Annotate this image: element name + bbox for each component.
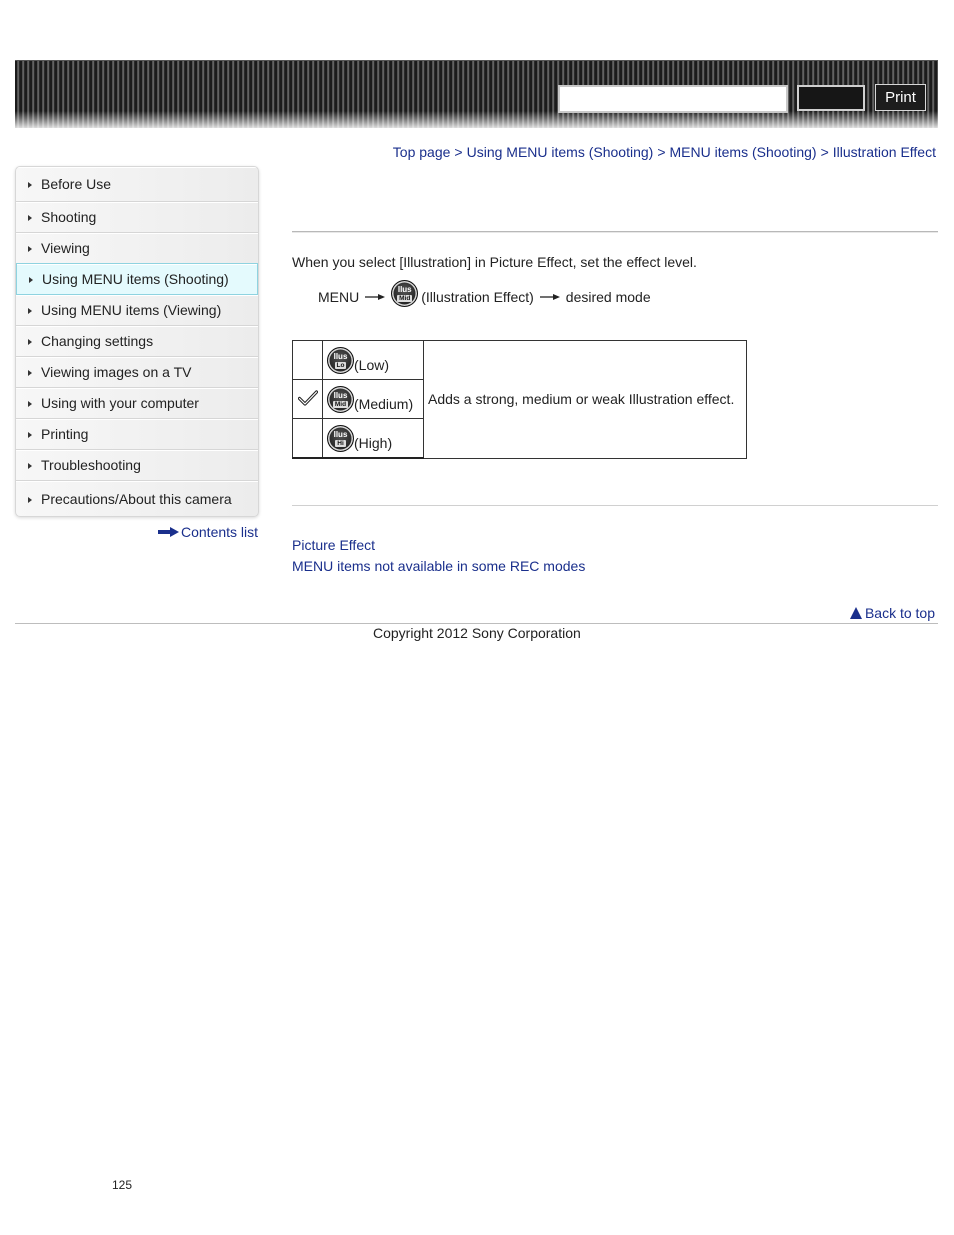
print-button[interactable]: Print — [875, 84, 926, 111]
related-links — [292, 535, 585, 577]
breadcrumb-separator: > — [820, 144, 829, 160]
check-cell — [293, 341, 323, 380]
sidebar-item-using-with-computer[interactable] — [16, 388, 258, 419]
mode-cell — [323, 380, 424, 419]
illus-mid-icon: Ilus Mid — [327, 386, 354, 413]
back-to-top-link[interactable] — [850, 605, 935, 621]
search-input[interactable] — [558, 85, 788, 113]
mode-cell — [323, 341, 424, 380]
illus-high-icon: Ilus Hi — [327, 425, 354, 452]
mode-label: (High) — [354, 435, 393, 451]
sidebar-item-label: Changing settings — [41, 333, 154, 349]
triangle-right-icon — [28, 401, 32, 407]
triangle-right-icon — [28, 463, 32, 469]
copyright-text: Copyright 2012 Sony Corporation — [373, 625, 581, 641]
arrow-right-icon — [158, 527, 179, 537]
sidebar-item-label: Printing — [41, 426, 89, 442]
sidebar-item-precautions[interactable] — [16, 481, 258, 516]
sidebar-item-viewing[interactable] — [16, 233, 258, 264]
sidebar-item-using-menu-viewing[interactable] — [16, 295, 258, 326]
mode-label: (Low) — [354, 357, 390, 373]
sidebar-nav — [15, 166, 259, 517]
menu-path-menu: MENU — [318, 289, 360, 305]
sidebar-item-label: Viewing images on a TV — [41, 364, 192, 380]
triangle-right-icon — [29, 277, 33, 283]
sidebar-item-label: Shooting — [41, 209, 97, 225]
menu-path-end: desired mode — [565, 289, 651, 305]
arrow-right-icon — [540, 293, 560, 301]
back-to-top-label: Back to top — [864, 605, 935, 621]
illus-low-icon: Ilus Lo — [327, 347, 354, 374]
checkmark-icon — [298, 390, 318, 406]
sidebar-item-label: Viewing — [41, 240, 90, 256]
sidebar-item-label: Using MENU items (Viewing) — [41, 302, 222, 318]
triangle-right-icon — [28, 339, 32, 345]
triangle-up-icon — [850, 607, 862, 619]
check-cell — [293, 419, 323, 459]
divider — [292, 231, 938, 232]
triangle-right-icon — [28, 308, 32, 314]
triangle-right-icon — [28, 370, 32, 376]
sidebar-item-label: Before Use — [41, 176, 112, 192]
breadcrumb-menu-items-shooting[interactable]: MENU items (Shooting) — [669, 144, 817, 160]
triangle-right-icon — [28, 246, 32, 252]
search-button[interactable] — [797, 85, 865, 111]
page-number: 125 — [112, 1178, 133, 1192]
breadcrumb-separator: > — [657, 144, 666, 160]
breadcrumb — [393, 144, 936, 160]
sidebar-item-label: Using MENU items (Shooting) — [42, 271, 229, 287]
illus-mid-icon: Ilus Mid — [391, 280, 418, 307]
triangle-right-icon — [28, 432, 32, 438]
related-link-picture-effect[interactable]: Picture Effect — [292, 537, 376, 553]
sidebar-item-printing[interactable] — [16, 419, 258, 450]
intro-text: When you select [Illustration] in Picture Effect, set the effect level. — [292, 254, 697, 270]
related-link-menu-not-available[interactable]: MENU items not available in some REC modes — [292, 558, 586, 574]
breadcrumb-top-page[interactable]: Top page — [392, 144, 451, 160]
sidebar-item-label: Using with your computer — [41, 395, 199, 411]
table-row — [293, 341, 747, 380]
sidebar-item-label: Precautions/About this camera — [41, 490, 232, 507]
sidebar-item-changing-settings[interactable] — [16, 326, 258, 357]
triangle-right-icon — [28, 215, 32, 221]
check-cell — [293, 380, 323, 419]
sidebar-item-shooting[interactable] — [16, 202, 258, 233]
triangle-right-icon — [28, 497, 32, 503]
arrow-right-icon — [365, 293, 385, 301]
sidebar-item-using-menu-shooting[interactable] — [16, 263, 258, 295]
contents-list-label: Contents list — [181, 524, 259, 540]
sidebar-item-label: Troubleshooting — [41, 457, 141, 473]
effect-level-table — [292, 340, 747, 459]
sidebar-item-viewing-on-tv[interactable] — [16, 357, 258, 388]
breadcrumb-separator: > — [454, 144, 463, 160]
description-cell: Adds a strong, medium or weak Illustration effect. — [424, 341, 747, 459]
sidebar-item-troubleshooting[interactable] — [16, 450, 258, 481]
mode-label: (Medium) — [354, 396, 414, 412]
footer-divider — [15, 623, 938, 624]
breadcrumb-illustration-effect[interactable]: Illustration Effect — [832, 144, 936, 160]
contents-list-link[interactable] — [158, 524, 258, 540]
menu-path-item: (Illustration Effect) — [421, 289, 534, 305]
triangle-right-icon — [28, 182, 32, 188]
breadcrumb-using-menu-shooting[interactable]: Using MENU items (Shooting) — [466, 144, 654, 160]
sidebar-item-before-use[interactable] — [16, 167, 258, 202]
mode-cell — [323, 419, 424, 459]
menu-path — [318, 276, 651, 310]
divider — [292, 505, 938, 506]
